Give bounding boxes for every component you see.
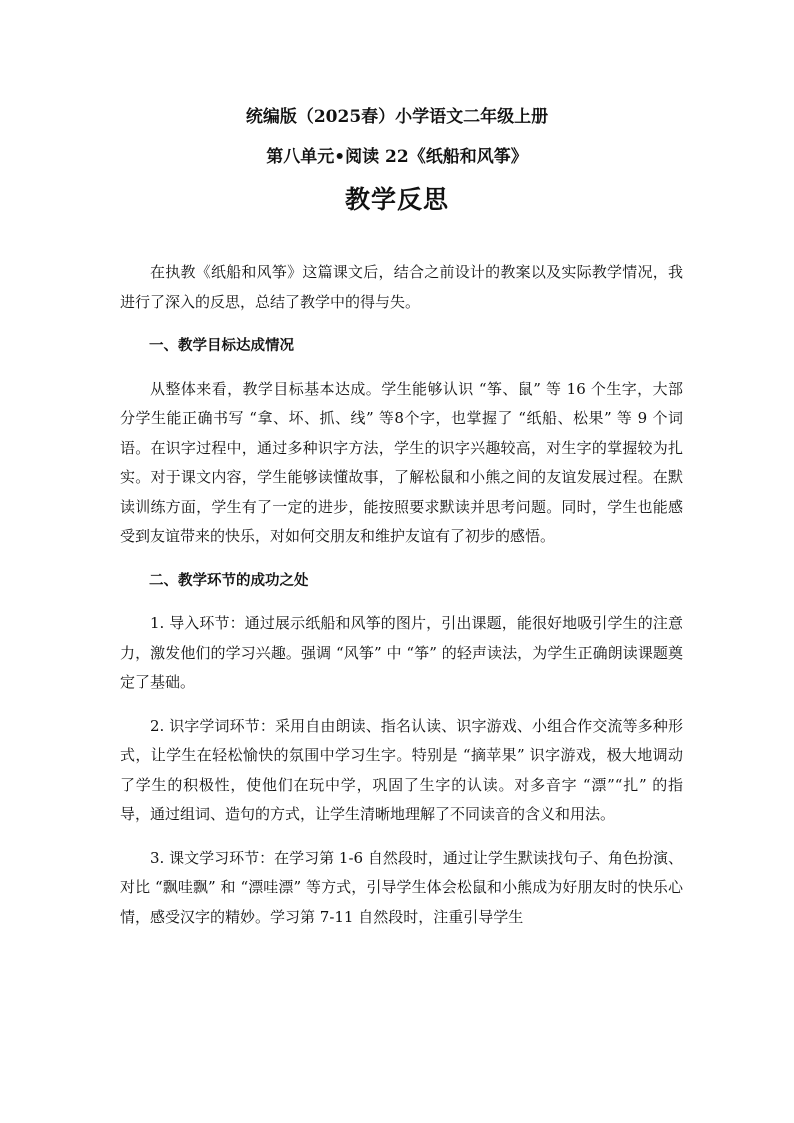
section-heading-successes: 二、教学环节的成功之处 xyxy=(149,571,309,589)
goals-paragraph: 从整体来看，教学目标基本达成。学生能够认识 “筝、鼠” 等 16 个生字，大部分学生能正确书写 “拿、坏、抓、线” 等8个字，也掌握了 “纸船、松果” 等 9 个词语。在识字过程中，通过多种识字方法，学生的识字兴趣较高，对生字的掌握较为扎实。对于课文内容，学生能够读懂故事，了解松鼠和小熊之间的友谊发展过程。在默读训练方面，学生有了一定的进步，能按照要求默读并思考问题。同时，学生也能感受到友谊带来的快乐，对如何交朋友和维护友谊有了初步的感悟。 xyxy=(120,379,683,545)
success-item-intro: 1. 导入环节：通过展示纸船和风筝的图片，引出课题，能很好地吸引学生的注意力，激发他们的学习兴趣。强调 “风筝” 中 “筝” 的轻声读法，为学生正确朗读课题奠定了基础。 xyxy=(120,614,683,691)
document-body xyxy=(120,258,683,946)
success-item-literacy: 2. 识字学词环节：采用自由朗读、指名认读、识字游戏、小组合作交流等多种形式，让学生在轻松愉快的氛围中学习生字。特别是 “摘苹果” 识字游戏，极大地调动了学生的积极性，使他们在玩中学，巩固了生字的认读。对多音字 “漂”“扎” 的指导，通过组词、造句的方式，让学生清晰地理解了不同读音的含义和用法。 xyxy=(120,716,683,823)
intro-paragraph: 在执教《纸船和风筝》这篇课文后，结合之前设计的教案以及实际教学情况，我进行了深入的反思，总结了教学中的得与失。 xyxy=(120,263,683,311)
document-subtitle-lesson: 第八单元•阅读 22《纸船和风筝》 xyxy=(266,147,528,167)
success-item-text-study: 3. 课文学习环节：在学习第 1-6 自然段时，通过让学生默读找句子、角色扮演、对比 “飘哇飘” 和 “漂哇漂” 等方式，引导学生体会松鼠和小熊成为好朋友时的快乐心情，感受汉字的精妙。学习第 7-11 自然段时，注重引导学生 xyxy=(120,848,683,926)
document-subtitle-textbook: 统编版（2025春）小学语文二年级上册 xyxy=(245,107,549,127)
document-title: 教学反思 xyxy=(344,185,449,214)
section-heading-goals: 一、教学目标达成情况 xyxy=(149,337,294,354)
